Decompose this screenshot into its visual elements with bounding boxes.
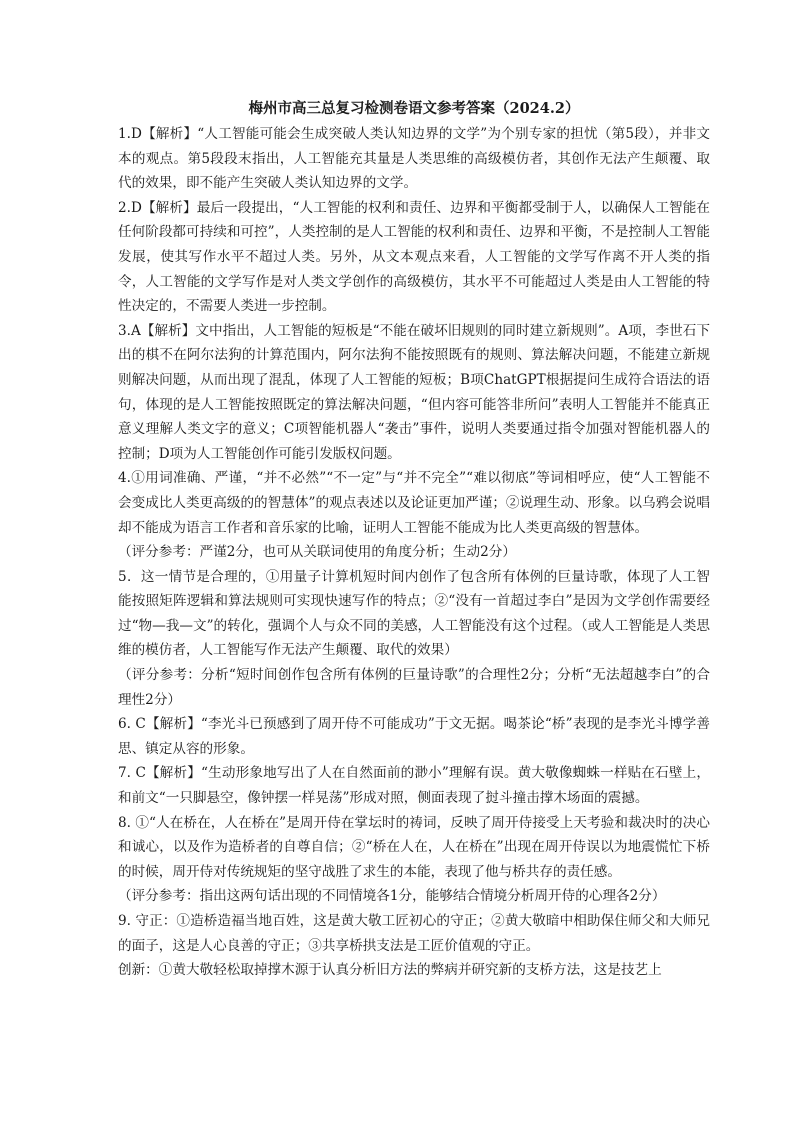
answer-paragraph-4: 4.①用词准确、严谨，“并不必然”“不一定”与“并不完全”“难以彻底”等词相呼应，使“人工智能不会变成比人类更高级的的智慧体”的观点表述以及论证更加严谨；②说理生动、形象。以乌鸦会说唱却不能成为语言工作者和音乐家的比喻，证明人工智能不能成为比人类更高级的智慧体。 [118, 470, 710, 536]
answer-paragraph-9-innovation: 创新：①黄大敬轻松取掉撑木源于认真分析旧方法的弊病并研究新的支桥方法，这是技艺上 [118, 962, 662, 979]
page-title: 梅州市高三总复习检测卷语文参考答案（2024.2） [248, 100, 580, 117]
answer-paragraph-9: 9. 守正：①造桥造福当地百姓，这是黄大敬工匠初心的守正；②黄大敬暗中相助保住师父和大师兄的面子，这是人心良善的守正；③共享桥拱支法是工匠价值观的守正。 [118, 913, 710, 954]
answer-paragraph-2: 2.D【解析】最后一段提出，“人工智能的权利和责任、边界和平衡都受制于人，以确保人工智能在任何阶段都可持续和可控”，人类控制的是人工智能的权利和责任、边界和平衡，不是控制人工智能发展，使其写作水平不超过人类。另外，从文本观点来看，人工智能的文学写作离不开人类的指令，人工智能的文学写作是对人类文学创作的高级模仿，其水平不可能超过人类是由人工智能的特性决定的，不需要人类进一步控制。 [118, 199, 710, 315]
scoring-note-5: （评分参考：分析“短时间创作包含所有体例的巨量诗歌”的合理性2分；分析“无法超越李白”的合理性2分） [118, 667, 710, 708]
answer-paragraph-6: 6. C【解析】“李光斗已预感到了周开侍不可能成功”于文无据。喝茶论“桥”表现的是李光斗博学善思、镇定从容的形象。 [118, 716, 710, 757]
answer-paragraph-7: 7. C【解析】“生动形象地写出了人在自然面前的渺小”理解有误。黄大敬像蜘蛛一样贴在石壁上，和前文“一只脚悬空，像钟摆一样晃荡”形成对照，侧面表现了挝斗撞击撑木场面的震撼。 [118, 765, 710, 807]
answer-paragraph-8: 8. ①“人在桥在，人在桥在”是周开侍在掌坛时的祷词，反映了周开侍接受上天考验和裁决时的决心和诚心，以及作为造桥者的自尊自信；②“桥在人在，人在桥在”出现在周开侍误以为地震慌忙下桥的时候，周开侍对传统规矩的坚守战胜了求生的本能，表现了他与桥共存的责任感。 [118, 814, 710, 880]
answer-paragraph-1: 1.D【解析】“人工智能可能会生成突破人类认知边界的文学”为个别专家的担忧（第5段），并非文本的观点。第5段段末指出，人工智能充其量是人类思维的高级模仿者，其创作无法产生颠覆、取代的效果，即不能产生突破人类认知边界的文学。 [118, 126, 710, 192]
scoring-note-8: （评分参考：指出这两句话出现的不同情境各1分，能够结合情境分析周开侍的心理各2分） [118, 888, 666, 905]
scoring-note-4: （评分参考：严谨2分，也可从关联词使用的角度分析；生动2分） [118, 544, 516, 561]
answer-paragraph-5: 5．这一情节是合理的，①用量子计算机短时间内创作了包含所有体例的巨量诗歌，体现了人工智能按照矩阵逻辑和算法规则可实现快速写作的特点；②“没有一首超过李白”是因为文学创作需要经过“物—我—文”的转化，强调个人与众不同的美感，人工智能没有这个过程。（或人工智能是人类思维的模仿者，人工智能写作无法产生颠覆、取代的效果） [118, 568, 710, 659]
answer-paragraph-3: 3.A【解析】文中指出，人工智能的短板是“不能在破坏旧规则的同时建立新规则”。A项，李世石下出的棋不在阿尔法狗的计算范围内，阿尔法狗不能按照既有的规则、算法解决问题，不能建立新规则解决问题，从而出现了混乱，体现了人工智能的短板；B项ChatGPT根据提问生成符合语法的语句，体现的是人工智能按照既定的算法解决问题，“但内容可能答非所问”表明人工智能并不能真正意义理解人类文字的意义；C项智能机器人“袭击”事件，说明人类要通过指令加强对智能机器人的控制；D项为人工智能创作可能引发版权问题。 [118, 322, 710, 462]
